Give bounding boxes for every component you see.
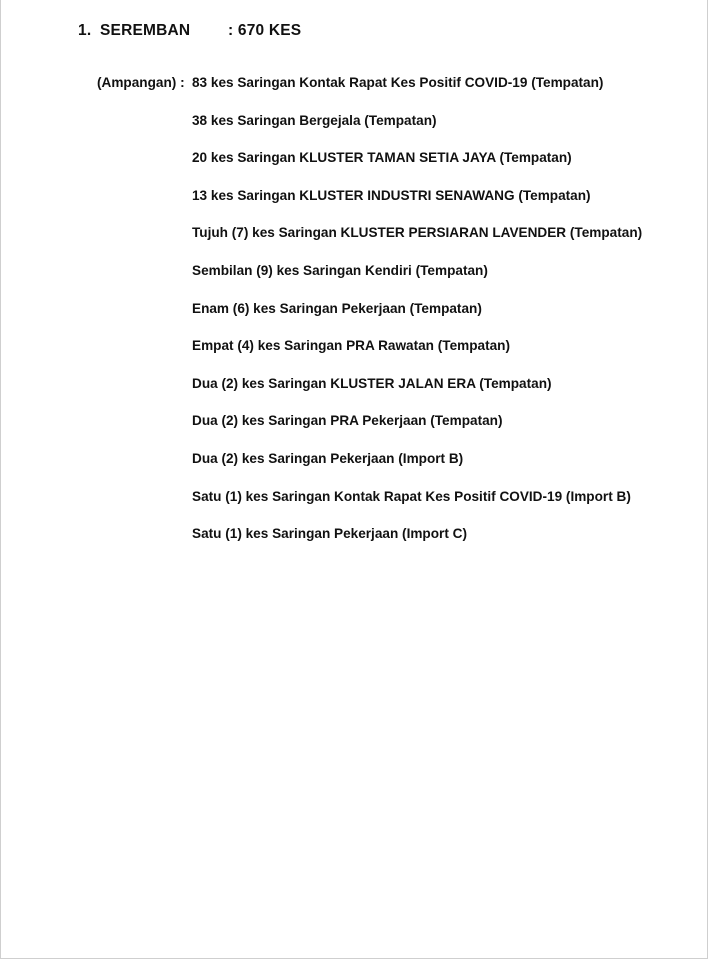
case-line-text: Empat (4) kes Saringan PRA Rawatan (Tempatan)	[192, 338, 511, 354]
case-line-text: Satu (1) kes Saringan Kontak Rapat Kes Positif COVID-19 (Import B)	[192, 488, 631, 504]
case-line-text: Satu (1) kes Saringan Pekerjaan (Import C)	[192, 526, 467, 542]
district-heading	[78, 22, 301, 40]
case-line-text: Dua (2) kes Saringan Pekerjaan (Import B)	[192, 450, 464, 466]
case-line	[97, 338, 697, 376]
case-line	[97, 301, 697, 339]
case-line	[97, 489, 697, 527]
case-line-text: Dua (2) kes Saringan KLUSTER JALAN ERA (Tempatan)	[192, 375, 552, 391]
case-line	[97, 526, 697, 564]
case-line	[97, 263, 697, 301]
case-line-text: Tujuh (7) kes Saringan KLUSTER PERSIARAN LAVENDER (Tempatan)	[192, 225, 643, 241]
case-line-text: 13 kes Saringan KLUSTER INDUSTRI SENAWANG (Tempatan)	[192, 187, 591, 203]
district-name: SEREMBAN	[100, 22, 191, 39]
case-line-text: 20 kes Saringan KLUSTER TAMAN SETIA JAYA (Tempatan)	[192, 150, 572, 166]
case-line-text: 38 kes Saringan Bergejala (Tempatan)	[192, 112, 437, 128]
case-line	[97, 188, 697, 226]
case-line-text: Sembilan (9) kes Saringan Kendiri (Tempatan)	[192, 262, 488, 278]
case-line	[97, 113, 697, 151]
case-line-text: Dua (2) kes Saringan PRA Pekerjaan (Tempatan)	[192, 413, 503, 429]
case-line	[97, 225, 697, 263]
case-line	[97, 376, 697, 414]
case-line	[97, 75, 697, 113]
case-line	[97, 451, 697, 489]
case-line-text: Enam (6) kes Saringan Pekerjaan (Tempatan)	[192, 300, 482, 316]
case-line-text: 83 kes Saringan Kontak Rapat Kes Positif COVID-19 (Tempatan)	[192, 75, 604, 90]
case-line	[97, 413, 697, 451]
heading-number: 1.	[78, 22, 92, 39]
case-list	[97, 75, 697, 564]
area-label: (Ampangan) :	[97, 75, 185, 90]
district-total: : 670 KES	[228, 22, 302, 39]
case-line	[97, 150, 697, 188]
